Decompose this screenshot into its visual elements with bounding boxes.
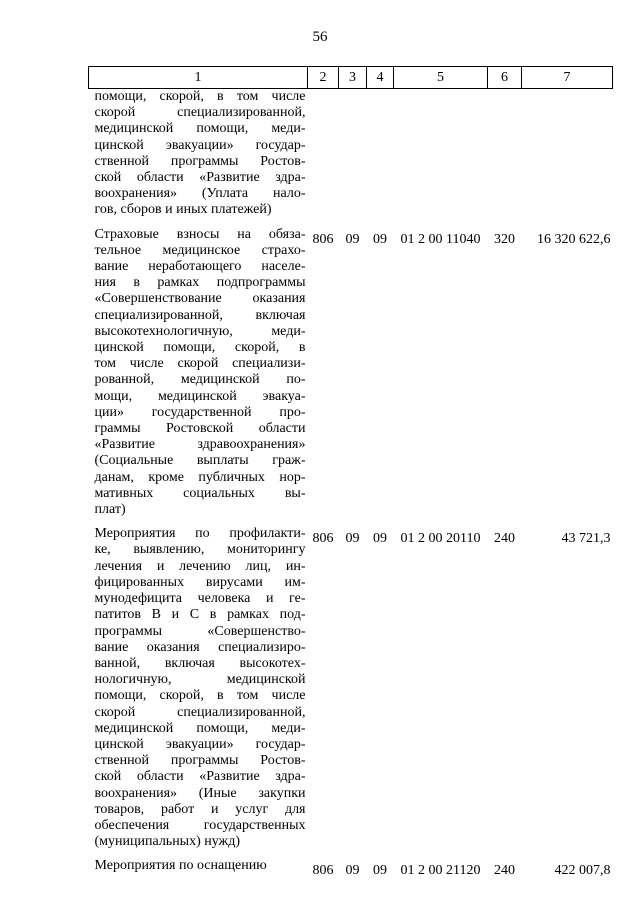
ministry-code: 806 — [312, 531, 334, 547]
description-line: вание неработающего населе- — [94, 259, 306, 275]
description-line: скорой специализированной, — [94, 105, 306, 121]
column-header: 5 — [394, 67, 488, 89]
column-header: 3 — [339, 67, 367, 89]
description-line: ванной, включая высокотех- — [94, 655, 306, 671]
ministry-code: 806 — [312, 231, 334, 247]
column-header: 2 — [308, 67, 339, 89]
table-row — [89, 227, 613, 527]
row-description — [89, 89, 308, 227]
column-header: 1 — [89, 67, 308, 89]
section-code: 09 — [345, 231, 360, 247]
target-article-code: 01 2 00 21120 — [400, 863, 481, 879]
description-line: «Совершенствование оказания — [94, 291, 306, 307]
subsection-code: 09 — [373, 231, 387, 247]
description-line: (муниципальных) нужд) — [94, 834, 241, 850]
table-header-row — [89, 67, 613, 89]
description-line: том числе скорой специализи- — [94, 356, 306, 372]
description-line: медицинской помощи, меди- — [94, 121, 306, 137]
description-line: товаров, работ и услуг для — [94, 801, 306, 817]
description-line: ственной программы Ростов- — [94, 153, 306, 169]
description-line: гов, сборов и иных платежей) — [94, 202, 272, 218]
description-line: ния в рамках подпрограммы — [94, 275, 306, 291]
description-line: Мероприятия по профилакти- — [94, 526, 306, 542]
description-line: граммы Ростовской области — [94, 421, 306, 437]
expense-type-code: 320 — [494, 231, 515, 247]
column-header: 4 — [367, 67, 394, 89]
description-line: мощи, медицинской эвакуа- — [94, 388, 306, 404]
amount: 16 320 622,6 — [537, 231, 611, 247]
description-line: программы «Совершенство- — [94, 623, 306, 639]
amount: 43 721,3 — [561, 531, 611, 547]
table-row — [89, 858, 613, 882]
description-line: мативных социальных вы- — [94, 485, 306, 501]
row-description — [89, 526, 308, 858]
description-line: (Социальные выплаты граж- — [94, 453, 306, 469]
column-header: 7 — [522, 67, 613, 89]
subsection-code: 09 — [373, 531, 387, 547]
budget-table — [88, 66, 613, 883]
subsection-code: 09 — [373, 863, 387, 879]
description-line: ке, выявлению, мониторингу — [94, 542, 306, 558]
description-line: вание оказания специализиро- — [94, 639, 306, 655]
description-line: помощи, скорой, в том числе — [94, 688, 306, 704]
section-code: 09 — [345, 531, 360, 547]
description-line: помощи, скорой, в том числе — [94, 89, 306, 104]
row-description — [89, 227, 308, 527]
description-line: цинской эвакуации» государ- — [94, 137, 306, 153]
description-line: рованной, медицинской по- — [94, 372, 306, 388]
description-line: ственной программы Ростов- — [94, 753, 306, 769]
amount — [522, 89, 613, 227]
description-line: нологичную, медицинской — [94, 672, 306, 688]
description-line: скорой специализированной, — [94, 704, 306, 720]
description-line: лечения и лечению лиц, ин- — [94, 558, 306, 574]
target-article-code: 01 2 00 20110 — [400, 531, 481, 547]
description-line: цинской эвакуации» государ- — [94, 736, 306, 752]
target-article-code — [394, 89, 488, 227]
target-article-code: 01 2 00 11040 — [400, 231, 481, 247]
description-line: «Развитие здравоохранения» — [94, 437, 306, 453]
description-line: ской области «Развитие здра- — [94, 170, 306, 186]
section-code — [339, 89, 367, 227]
description-line: цинской помощи, скорой, в — [94, 340, 306, 356]
description-line: плат) — [94, 502, 126, 518]
subsection-code — [367, 89, 394, 227]
row-description — [89, 858, 308, 882]
expense-type-code — [488, 89, 522, 227]
description-line: ции» государственной про- — [94, 404, 306, 420]
amount: 422 007,8 — [554, 863, 611, 879]
description-line: мунодефицита человека и ге- — [94, 591, 306, 607]
description-line: воохранения» (Уплата нало- — [94, 186, 306, 202]
description-line: тельное медицинское страхо- — [94, 242, 306, 258]
description-line: данам, кроме публичных нор- — [94, 469, 306, 485]
description-line: Страховые взносы на обяза- — [94, 226, 306, 242]
ministry-code — [308, 89, 339, 227]
ministry-code: 806 — [312, 863, 334, 879]
expense-type-code: 240 — [494, 863, 515, 879]
description-line: обеспечения государственных — [94, 817, 306, 833]
page-number: 56 — [312, 29, 328, 45]
description-line: высокотехнологичную, меди- — [94, 323, 306, 339]
table-row — [89, 526, 613, 858]
description-line: ской области «Развитие здра- — [94, 769, 306, 785]
description-line: воохранения» (Иные закупки — [94, 785, 306, 801]
section-code: 09 — [345, 863, 360, 879]
expense-type-code: 240 — [494, 531, 515, 547]
table-row — [89, 89, 613, 227]
description-line: медицинской помощи, меди- — [94, 720, 306, 736]
description-line: патитов В и С в рамках под- — [94, 607, 306, 623]
column-header: 6 — [488, 67, 522, 89]
description-line: Мероприятия по оснащению — [94, 858, 267, 874]
description-line: специализированной, включая — [94, 307, 306, 323]
description-line: фицированных вирусами им- — [94, 574, 306, 590]
